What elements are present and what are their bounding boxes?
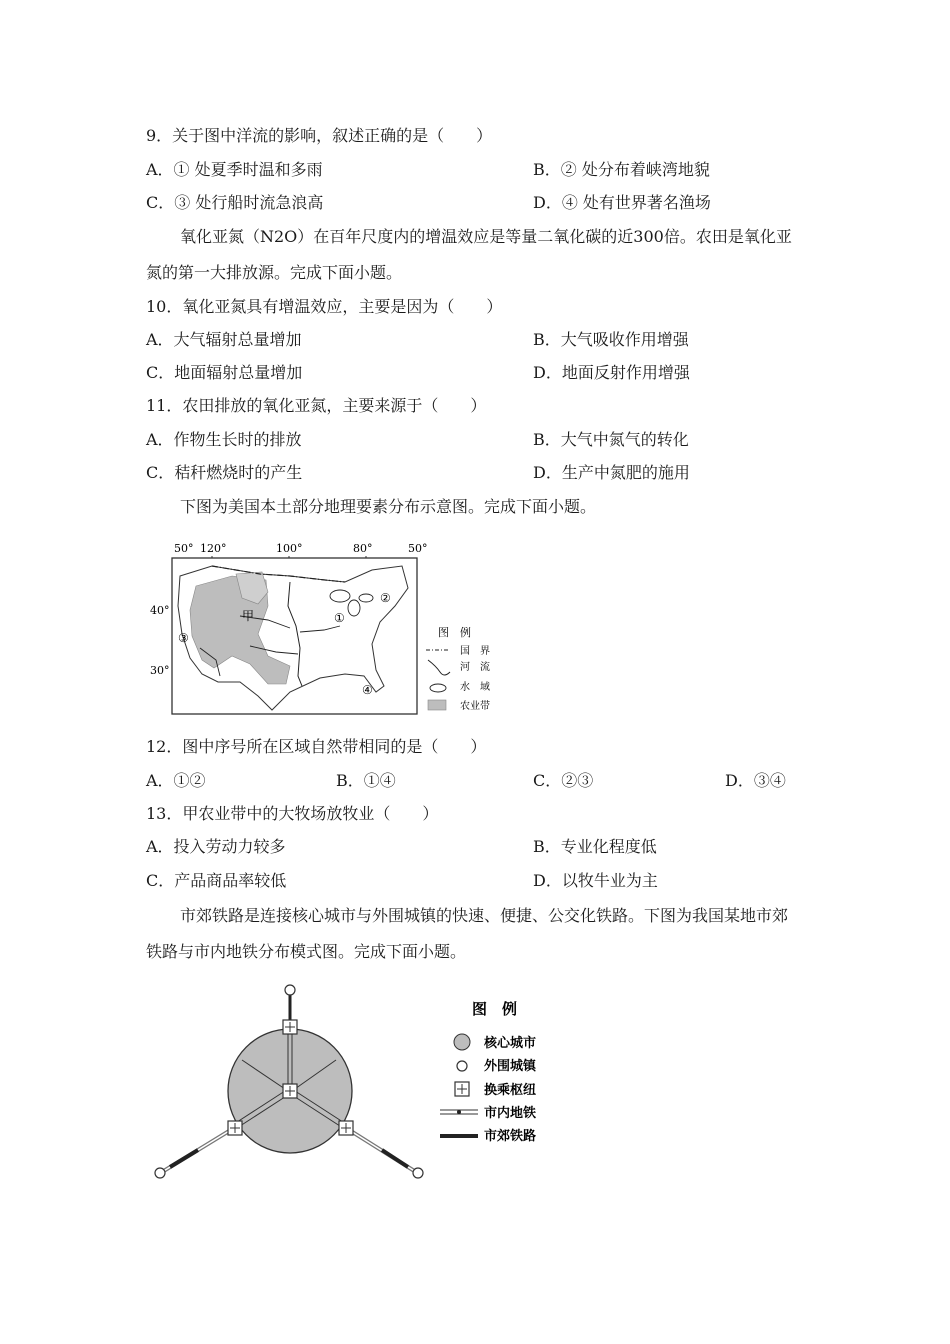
rail-diagram-figure <box>148 980 558 1185</box>
legend-metro-symbol <box>457 1110 461 1114</box>
map-lon-label: 100° <box>276 542 303 555</box>
intro-rail-line2: 铁路与市内地铁分布模式图。完成下面小题。 <box>146 942 467 961</box>
q13-option-a: A．投入劳动力较多 <box>146 837 286 856</box>
q10-option-d: D．地面反射作用增强 <box>533 363 690 382</box>
q9-option-d: D．④ 处有世界著名渔场 <box>533 193 711 212</box>
legend-agri-symbol <box>428 700 446 710</box>
region-label-jia: 甲 <box>242 609 255 623</box>
great-lake <box>348 600 360 616</box>
q10-option-c: C．地面辐射总量增加 <box>146 363 303 382</box>
legend-hub-label: 换乘枢纽 <box>484 1083 537 1098</box>
legend-metro-label: 市内地铁 <box>484 1106 537 1121</box>
great-lake <box>359 594 373 602</box>
usa-map-figure <box>140 536 510 720</box>
q13-option-c: C．产品商品率较低 <box>146 871 287 890</box>
q10-option-a: A．大气辐射总量增加 <box>146 330 302 349</box>
map-lon-label: 120° <box>200 542 227 555</box>
q12-stem: 12．图中序号所在区域自然带相同的是（ ） <box>146 737 487 756</box>
legend-outer-town-symbol <box>457 1061 467 1071</box>
q12-option-d: D．③④ <box>725 771 786 790</box>
outer-town <box>285 985 295 995</box>
q12-option-a: A．①② <box>146 771 206 790</box>
q11-option-d: D．生产中氮肥的施用 <box>533 463 690 482</box>
q11-option-a: A．作物生长时的排放 <box>146 430 302 449</box>
map-lat-label: 40° <box>150 604 170 617</box>
map-lat-label: 30° <box>150 664 170 677</box>
map-legend-title: 图 例 <box>438 626 471 639</box>
q10-option-b: B．大气吸收作用增强 <box>533 330 689 349</box>
legend-core-city-symbol <box>454 1034 470 1050</box>
q12-option-b: B．①④ <box>336 771 396 790</box>
outer-town <box>413 1168 423 1178</box>
legend-water-symbol <box>430 684 446 692</box>
outer-town <box>155 1168 165 1178</box>
legend-suburban-label: 市郊铁路 <box>484 1129 537 1144</box>
intro-rail-line1: 市郊铁路是连接核心城市与外围城镇的快速、便捷、公交化铁路。下图为我国某地市郊 <box>180 906 789 925</box>
map-lon-label: 80° <box>353 542 373 555</box>
legend-outer-town-label: 外围城镇 <box>484 1059 537 1074</box>
map-number-1: ① <box>334 611 345 625</box>
q13-stem: 13．甲农业带中的大牧场放牧业（ ） <box>146 804 439 823</box>
legend-river-label: 河 流 <box>460 662 490 673</box>
legend-river-symbol <box>428 660 450 675</box>
map-number-3: ③ <box>178 631 189 645</box>
q11-stem: 11．农田排放的氧化亚氮，主要来源于（ ） <box>146 396 487 415</box>
map-number-4: ④ <box>362 683 373 697</box>
intro-n2o-line1: 氧化亚氮（N2O）在百年尺度内的增温效应是等量二氧化碳的近300倍。农田是氧化亚 <box>180 227 792 246</box>
q9-stem: 9．关于图中洋流的影响，叙述正确的是（ ） <box>146 126 493 145</box>
intro-n2o-line2: 氮的第一大排放源。完成下面小题。 <box>146 263 403 282</box>
map-lon-label: 50° <box>408 542 428 555</box>
great-lake <box>330 590 350 602</box>
q9-option-c: C．③ 处行船时流急浪高 <box>146 193 324 212</box>
legend-water-label: 水 域 <box>460 682 490 693</box>
q11-option-c: C．秸秆燃烧时的产生 <box>146 463 303 482</box>
q10-stem: 10．氧化亚氮具有增温效应，主要是因为（ ） <box>146 297 503 316</box>
q9-option-b: B．② 处分布着峡湾地貌 <box>533 160 710 179</box>
legend-agri-label: 农业带 <box>460 701 490 712</box>
q13-option-d: D．以牧牛业为主 <box>533 871 658 890</box>
legend-border-label: 国 界 <box>460 646 490 657</box>
q9-option-a: A．① 处夏季时温和多雨 <box>146 160 323 179</box>
intro-usa: 下图为美国本土部分地理要素分布示意图。完成下面小题。 <box>180 497 597 516</box>
q11-option-b: B．大气中氮气的转化 <box>533 430 689 449</box>
q12-option-c: C．②③ <box>533 771 594 790</box>
q13-option-b: B．专业化程度低 <box>533 837 657 856</box>
rail-legend-title: 图 例 <box>472 1000 518 1018</box>
map-number-2: ② <box>380 591 391 605</box>
map-lon-label: 50° <box>174 542 194 555</box>
legend-core-city-label: 核心城市 <box>484 1036 537 1051</box>
